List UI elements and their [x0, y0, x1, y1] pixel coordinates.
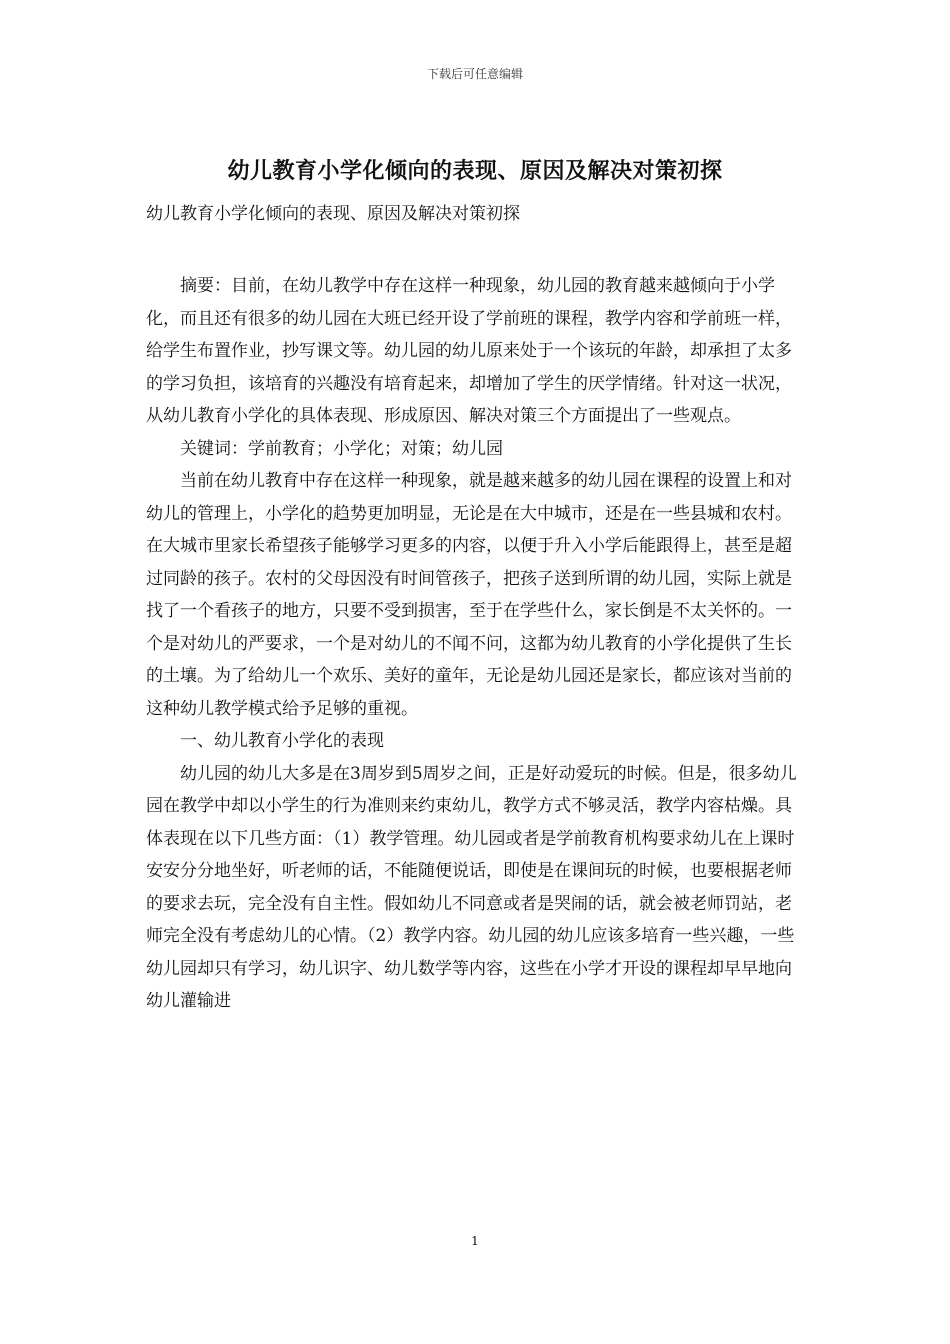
- header-note: 下载后可任意编辑: [426, 67, 523, 81]
- page-number: 1: [471, 1234, 479, 1248]
- document-subtitle: 幼儿教育小学化倾向的表现、原因及解决对策初探: [146, 204, 520, 224]
- document-body: [146, 270, 806, 1018]
- section-paragraph: 幼儿园的幼儿大多是在3周岁到5周岁之间，正是好动爱玩的时候。但是，很多幼儿园在教学中却以小学生的行为准则来约束幼儿，教学方式不够灵活，教学内容枯燥。具体表现在以下几些方面：（1）教学管理。幼儿园或者是学前教育机构要求幼儿在上课时安安分分地坐好，听老师的话，不能随便说话，即使是在课间玩的时候，也要根据老师的要求去玩，完全没有自主性。假如幼儿不同意或者是哭闹的话，就会被老师罚站，老师完全没有考虑幼儿的心情。（2）教学内容。幼儿园的幼儿应该多培育一些兴趣，一些幼儿园却只有学习，幼儿识字、幼儿数学等内容，这些在小学才开设的课程却早早地向幼儿灌输进: [146, 763, 797, 1011]
- keywords-paragraph: 关键词：学前教育；小学化；对策；幼儿园: [180, 438, 503, 459]
- document-title: 幼儿教育小学化倾向的表现、原因及解决对策初探: [227, 158, 723, 184]
- abstract-paragraph: 摘要：目前，在幼儿教学中存在这样一种现象，幼儿园的教育越来越倾向于小学化，而且还有很多的幼儿园在大班已经开设了学前班的课程，教学内容和学前班一样，给学生布置作业，抄写课文等。幼儿园的幼儿原来处于一个该玩的年龄，却承担了太多的学习负担，该培育的兴趣没有培育起来，却增加了学生的厌学情绪。针对这一状况，从幼儿教育小学化的具体表现、形成原因、解决对策三个方面提出了一些观点。: [146, 276, 792, 426]
- intro-paragraph: 当前在幼儿教育中存在这样一种现象，就是越来越多的幼儿园在课程的设置上和对幼儿的管理上，小学化的趋势更加明显，无论是在大中城市，还是在一些县城和农村。在大城市里家长希望孩子能够学习更多的内容，以便于升入小学后能跟得上，甚至是超过同龄的孩子。农村的父母因没有时间管孩子，把孩子送到所谓的幼儿园，实际上就是找了一个看孩子的地方，只要不受到损害，至于在学些什么，家长倒是不太关怀的。一个是对幼儿的严要求，一个是对幼儿的不闻不问，这都为幼儿教育的小学化提供了生长的土壤。为了给幼儿一个欢乐、美好的童年，无论是幼儿园还是家长，都应该对当前的这种幼儿教学模式给予足够的重视。: [146, 471, 792, 719]
- section-heading: 一、幼儿教育小学化的表现: [180, 731, 384, 751]
